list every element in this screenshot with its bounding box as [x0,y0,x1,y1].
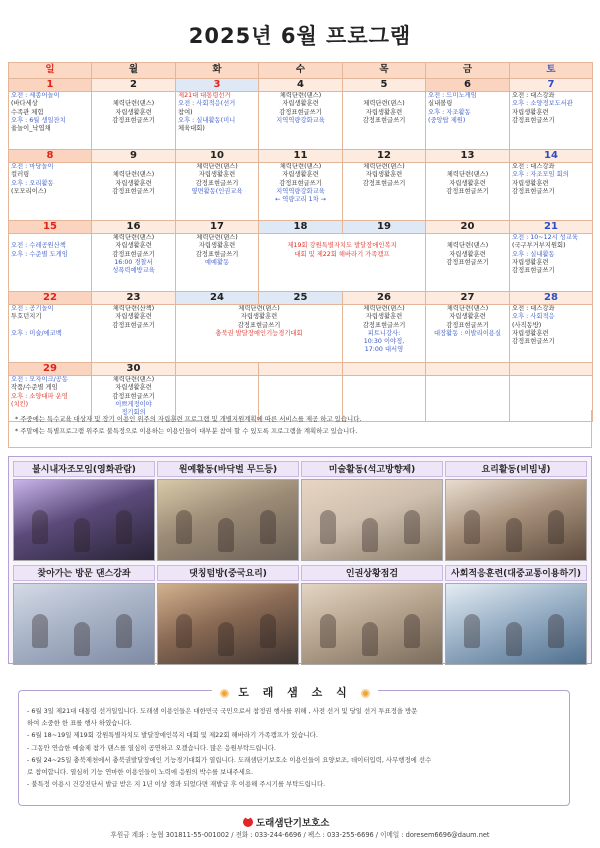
org-name: 도래샘단기보호소 [256,818,330,829]
day-cell [259,92,343,150]
schedule-line: 자립생활훈련 [115,108,152,116]
person-figure [464,510,480,544]
day-cell [92,163,176,221]
schedule-line: 오후 : 사회적응 [512,313,555,321]
photo-caption: 불시내자조모임(영화관람) [13,461,155,477]
schedule-line: 자립생활훈련 [449,250,486,258]
schedule-line: 제19회 강원특별자치도 발달장애인복지 [287,242,397,250]
activity-photo [445,583,587,665]
schedule-line: 실내볼링 [428,100,453,108]
schedule-line: 지역역량강화교육 [276,116,325,124]
news-list [27,705,565,790]
schedule-line: 오후 : 자조모임 회의 [512,171,569,179]
day-cell [176,163,259,221]
schedule-line: 오후 : 소양대파 운영 [11,392,68,400]
day-number-row [9,150,593,163]
schedule-line: 얘예활동 [204,258,230,266]
schedule-line: 감정표현글쓰기 [112,187,155,195]
schedule-line: 오전 : 사회적응(선거 [178,100,236,108]
schedule-line: 투호던지기 [11,313,42,321]
day-number: 26 [343,292,426,305]
schedule-line: 체력단련(댄스) [112,171,155,179]
day-number [259,363,343,376]
day-number: 3 [176,79,259,92]
news-item: - 6월 18~19일 제19회 강원특별자치도 발달장애인복지 대회 및 제22회 해바라기 가족캠프가 있습니다. [27,731,318,740]
schedule-line: 감정표현글쓰기 [112,392,155,400]
photo-caption: 원예활동(바닥벌 무드등) [157,461,299,477]
person-figure [362,622,378,656]
day-cell [176,234,259,292]
schedule-line: 체력단련(댄스) [446,171,489,179]
schedule-line: 체력단련(댄스) [446,242,489,250]
day-number: 16 [92,221,176,234]
contact-info: 후원금 계좌 : 농협 301811-55-001002 / 전화 : 033-244-6696 / 팩스 : 033-255-6696 / 이메일 : doresem6696@daum.net [110,831,490,839]
day-number: 24 [176,292,259,305]
schedule-line: 이쁘게정이야 [115,400,152,408]
schedule-line: 컬러링 [11,171,30,179]
day-number: 9 [92,150,176,163]
schedule-line: 체력단련(댄스) [279,163,322,170]
person-figure [32,510,48,544]
day-number: 18 [259,221,343,234]
day-cell [176,92,259,150]
person-figure [320,510,336,544]
day-content-row [9,234,593,292]
footer [0,815,600,848]
weekday-header-row [9,63,593,79]
day-number-row [9,292,593,305]
note-line: * 주중에는 특수교육 대상자 및 장기 이용인 위주의 자립훈련 프로그램 및 개별지원계획에 따른 서비스를 제공 하고 있습니다. [15,415,362,423]
day-number [426,363,510,376]
schedule-line: 자립생활훈련 [115,313,152,321]
schedule-line: 오전 : 모자이크/공동 [11,376,68,383]
schedule-line: 오전 : 10~12시 성교육 [512,234,578,241]
weekday-header: 화 [176,63,259,79]
schedule-line: 자립생활훈련 [198,171,236,179]
person-figure [404,510,420,544]
schedule-line: 감정표현글쓰기 [512,267,555,275]
day-number: 29 [9,363,92,376]
schedule-line: 오후 : 6월 생일잔치 [11,116,66,124]
weekday-header: 일 [9,63,92,79]
schedule-line: 감정표현글쓰기 [112,250,155,258]
person-figure [116,510,132,544]
day-number: 5 [343,79,426,92]
schedule-line: 체력단련(댄스) [363,100,405,108]
schedule-line: 체력단련(댄스) [112,376,155,383]
schedule-line: 오후 : 수준별 도게임 [11,250,68,258]
day-cell [426,163,510,221]
activity-photo [157,583,299,665]
photo-gallery [8,456,592,664]
schedule-line: 감정표현글쓰기 [512,338,555,346]
schedule-line: 윷놀이_낙엽채 [11,125,51,133]
day-cell [9,163,92,221]
day-number: 27 [426,292,510,305]
news-item: - 6월 3일 제21대 대통령 선거일입니다. 도래샘 이용인들은 대한민국 국민으로서 참정권 행사를 위해 , 사전 선거 및 당일 선거 투표정을 방문 [27,707,418,715]
schedule-line: 제21대 대통령선거 [178,92,231,99]
person-figure [176,510,192,544]
schedule-line: 오전 : 수레공원산책 [11,242,66,250]
schedule-line: 감정표현글쓰기 [195,179,239,187]
schedule-line: 피트니강사: [367,329,401,337]
schedule-line: 감정표현글쓰기 [237,321,281,329]
schedule-line: 자립생활훈련 [512,258,549,266]
day-content-row [9,305,593,363]
schedule-line: 체력단련(댄스) [279,92,322,99]
schedule-line: 자립생활훈련 [115,242,152,250]
schedule-line: 오후 : 실내활동(미니 [178,116,236,124]
schedule-line: 감정표현글쓰기 [362,179,406,187]
photo-caption: 미술활동(석고방향제) [301,461,443,477]
day-cell [9,234,92,292]
note-line: * 주말에는 특별프로그램 위주로 불특정으로 이용하는 이용인들이 대부분 참여 할 수 있도록 프로그램을 계획하고 있습니다. [15,427,358,435]
schedule-line: 오후 : 소양정보도서관 [512,100,573,108]
day-number [176,363,259,376]
photo-caption: 요리활동(비빔냉) [445,461,587,477]
person-figure [116,614,132,648]
day-cell [9,305,92,363]
day-cell [92,92,176,150]
schedule-line: 오후 : 자조활동 [428,108,471,116]
schedule-line: 대회 및 제22회 해바라기 가족캠프 [294,250,390,258]
schedule-line: 10:30 이야정, [363,338,405,346]
person-figure [320,614,336,648]
schedule-line: 참여) [178,108,193,116]
news-box [18,686,570,806]
person-figure [548,510,564,544]
schedule-line: (치킨) [11,400,29,408]
schedule-line: 감정표현글쓰기 [362,321,406,329]
day-number [510,363,593,376]
schedule-line: 자립생활훈련 [512,179,549,187]
schedule-line: 작품/수준별 게임 [11,384,58,392]
news-item: - 그동안 연습한 예술제 참가 댄스를 열심히 공연하고 오겠습니다. 많은 응원부탁드립니다. [27,743,276,752]
news-item: 로 참여합니다. 열심히 기능 연마한 이용인들이 노력에 응원의 박수를 보내주세요. [27,768,254,777]
schedule-line: (중앙탑 제원) [428,116,466,124]
activity-photo [157,479,299,561]
schedule-line: 오후 : 미술/에코백 [11,329,62,337]
day-content-row [9,163,593,221]
ring-bullet-icon [220,689,229,698]
day-number: 17 [176,221,259,234]
logo-mark-icon [243,817,253,827]
person-figure [506,518,522,552]
person-figure [362,518,378,552]
schedule-line: 체육대회) [178,125,205,133]
day-cell [510,234,593,292]
day-cell [510,92,593,150]
weekday-header: 토 [510,63,593,79]
schedule-line: 체력단련(댄스) [363,163,405,170]
person-figure [32,614,48,648]
schedule-line: 자립생활훈련 [512,329,549,337]
schedule-line: 체력단련(댄스) [363,305,405,312]
day-number: 21 [510,221,593,234]
activity-photo [445,479,587,561]
day-cell [510,305,593,363]
day-number: 20 [426,221,510,234]
weekday-header: 목 [343,63,426,79]
day-number: 1 [9,79,92,92]
day-number [343,363,426,376]
schedule-line: 오전 : 세종어놀이 [11,92,60,99]
person-figure [404,614,420,648]
activity-photo [13,583,155,665]
day-cell [343,163,426,221]
day-number: 10 [176,150,259,163]
calendar-table [8,62,593,422]
day-cell [510,163,593,221]
schedule-line: (모모리이스) [11,187,47,195]
weekday-header: 월 [92,63,176,79]
person-figure [260,614,276,648]
weekday-header: 수 [259,63,343,79]
activity-photo [13,479,155,561]
news-item: - 6월 24~25일 충북제천에서 충북권발달장애인 기능경기대회가 열립니다. 도래샘단기보호소 이용인들이 요양보조, 데이터입력, 사무행정에 선수 [27,755,432,764]
photo-caption: 사회적응훈련(대중교통이용하기) [445,565,587,581]
day-number: 8 [9,150,92,163]
schedule-line: 체력단련(댄스) [196,163,238,170]
photo-caption: 댓칭텀방(중국요리) [157,565,299,581]
schedule-line: 오후 : 오리활동 [11,179,54,187]
activity-photo [301,479,443,561]
schedule-line: 자립생활훈련 [365,108,403,116]
day-number: 2 [92,79,176,92]
day-number: 4 [259,79,343,92]
schedule-line: 자립생활훈련 [449,179,486,187]
person-figure [74,518,90,552]
day-cell [259,163,343,221]
news-item: - 불특정 이용시 건강진단서 발급 받은 지 1년 이상 경과 되었다면 재발급 후 이용해 주시기를 부탁드립니다. [27,780,326,789]
schedule-line: 오전 : 대스강좌 [512,305,555,312]
schedule-line: 대장활동 : 이발리이용실 [434,329,501,337]
schedule-line: 수족관 체험 [11,108,44,116]
schedule-line: 감정표현글쓰기 [279,179,322,187]
person-figure [74,622,90,656]
org-logo [243,815,329,829]
schedule-line: 감정표현글쓰기 [512,116,555,124]
day-cell [9,92,92,150]
schedule-line: (국구부거부지원회) [512,242,566,250]
day-cell [176,305,343,363]
schedule-line: 성폭력예방교육 [112,267,155,275]
schedule-line: 16:00 경찰서 [114,258,153,266]
activity-photo [301,583,443,665]
schedule-line: 오후 : 실내활동 [512,250,555,258]
day-number: 14 [510,150,593,163]
day-number: 28 [510,292,593,305]
day-cell [92,305,176,363]
page-title: 2025년 6월 프로그램 [188,24,412,48]
day-number: 19 [343,221,426,234]
person-figure [506,622,522,656]
day-number: 13 [426,150,510,163]
news-title-wrap [19,681,571,700]
schedule-line: 체력단련(댄스) [196,234,238,241]
day-cell [343,305,426,363]
schedule-line: 감정표현글쓰기 [446,321,489,329]
schedule-line: 체력단련(댄스) [112,100,155,108]
schedule-line: 자립생활훈련 [282,171,319,179]
schedule-line: 체력단련(댄스) [238,305,280,312]
day-number: 23 [92,292,176,305]
schedule-line: (사직동방) [512,321,542,329]
schedule-line: 감정표현글쓰기 [195,250,239,258]
person-figure [218,518,234,552]
day-number: 12 [343,150,426,163]
schedule-line: 옆면활동(인권교육 [191,187,243,195]
day-number: 15 [9,221,92,234]
schedule-line: 체력단련(댄스) [112,234,155,241]
schedule-line: 오전 : 공기놀이 [11,305,54,312]
schedule-line: 오전 : 대스강좌 [512,92,555,99]
schedule-line: 자립생활훈련 [115,179,152,187]
calendar-notes [8,410,592,448]
news-title: 도 래 샘 소 식 [238,686,352,699]
schedule-line: 정기회의 [121,409,146,417]
schedule-line [11,322,89,330]
person-figure [548,614,564,648]
schedule-line: 감정표현글쓰기 [446,258,489,266]
schedule-line: ← 역량고리 1차 → [275,196,326,204]
schedule-line: 감정표현글쓰기 [446,187,489,195]
schedule-line: 지역역량강화교육 [276,187,325,195]
schedule-line: 감정표현글쓰기 [512,187,555,195]
schedule-line: 자립생활훈련 [365,313,403,321]
schedule-line: 자립생활훈련 [240,313,278,321]
day-cell [92,234,176,292]
schedule-line: 오전 : 드미노게임 [428,92,477,99]
person-figure [218,622,234,656]
photo-caption: 인권상황점검 [301,565,443,581]
weekday-header: 금 [426,63,510,79]
schedule-line: (바다세상 [11,100,38,108]
day-cell [426,305,510,363]
schedule-line: 오전 : 마당놀이 [11,163,54,170]
day-content-row [9,92,593,150]
schedule-line: 자립생활훈련 [512,108,549,116]
schedule-line: 자립생활훈련 [282,100,319,108]
day-number-row [9,363,593,376]
day-number: 22 [9,292,92,305]
person-figure [260,510,276,544]
schedule-line: 자립생활훈련 [198,242,236,250]
person-figure [464,614,480,648]
day-cell [259,234,426,292]
person-figure [176,614,192,648]
schedule-line: 자립생활훈련 [449,313,486,321]
news-item: 하여 소중한 한 표를 행사 하였습니다. [27,719,132,728]
ring-bullet-icon [361,689,370,698]
schedule-line: 자립생활훈련 [365,171,403,179]
day-number: 6 [426,79,510,92]
day-cell [343,92,426,150]
schedule-line: 충북권 발달장애인기능경기대회 [215,329,303,337]
schedule-line: 감정표현글쓰기 [112,321,155,329]
schedule-line: 오전 : 대스강좌 [512,163,555,170]
day-number: 7 [510,79,593,92]
day-number-row [9,221,593,234]
schedule-line: 자립생활훈련 [115,384,152,392]
day-number: 30 [92,363,176,376]
day-number-row [9,79,593,92]
day-number: 11 [259,150,343,163]
schedule-line: 체력단련(댄스) [446,305,489,312]
schedule-line: 감정표현글쓰기 [362,116,406,124]
schedule-line: 감정표현글쓰기 [112,116,155,124]
day-number: 25 [259,292,343,305]
day-cell [426,92,510,150]
photo-caption: 찾아가는 방문 댄스강좌 [13,565,155,581]
schedule-line: 감정표현글쓰기 [279,108,322,116]
day-cell [426,234,510,292]
schedule-line: 체력단련(산책) [112,305,155,312]
schedule-line: 17:00 대서영 [364,346,404,354]
